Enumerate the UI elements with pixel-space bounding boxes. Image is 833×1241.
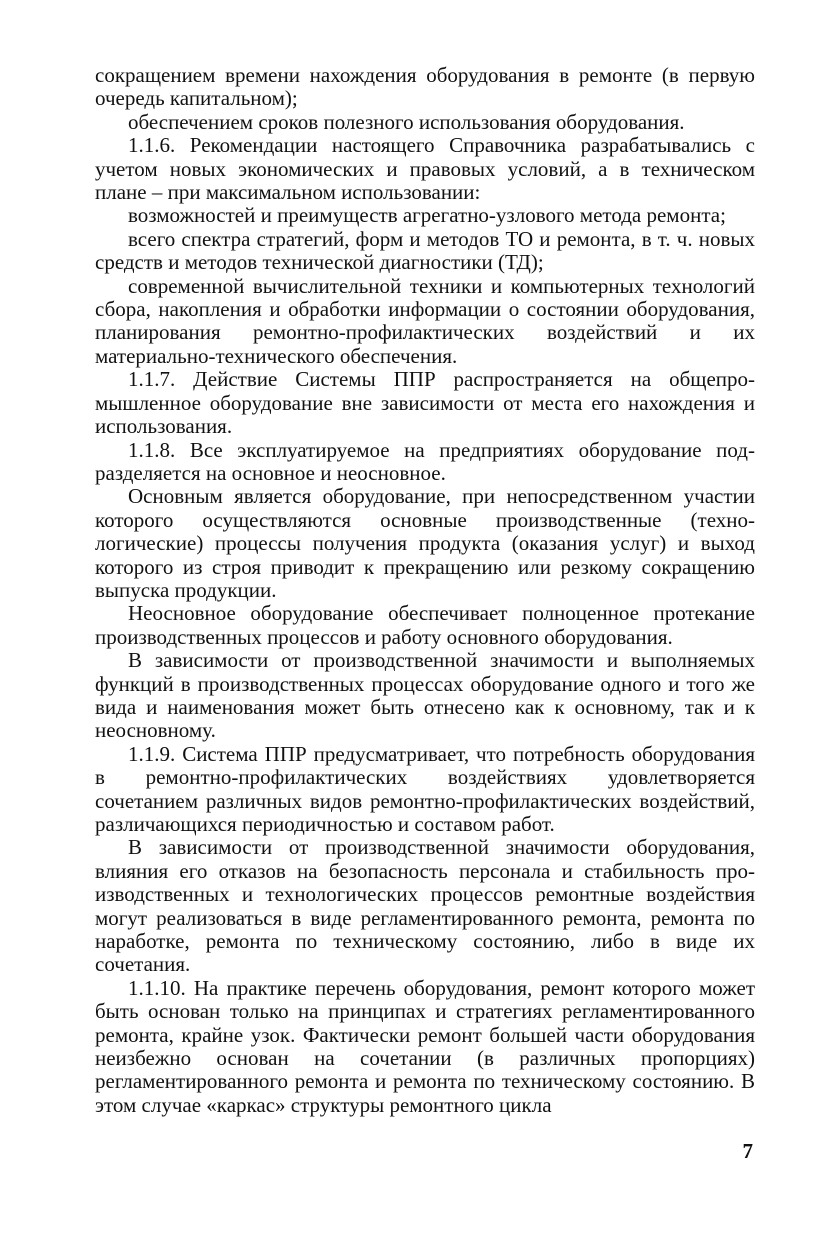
paragraph-1: сокращением времени нахождения оборудования в ремонте (в первую очередь капитальном);	[95, 63, 755, 111]
paragraph-11: В зависимости от производственной значимости и выполняемых функций в производственных процессах оборудование одного и того же вида и наименования может быть отнесено как к основному, так и к неосновному.	[95, 648, 755, 743]
paragraph-14: 1.1.10. На практике перечень оборудования, ремонт которого может быть основан только на принципах и стратегиях регламентированного ремонта, крайне узок. Фактически ремонт большей части оборудования неизбежно основан на сочетании (в различных пропорциях) регламентированного ремонта и ремонта по техническому состоянию. В этом случае «каркас» структуры ремонтного цикла	[95, 975, 755, 1117]
paragraph-2: обеспечением сроков полезного использования оборудования.	[128, 109, 685, 134]
paragraph-6: современной вычислительной техники и компьютерных технологий сбора, накопления и обработки информации о состоянии оборудования, планирования ремонтно-профилактических воздействий и их материально-технического обеспечения.	[95, 273, 755, 368]
paragraph-12: 1.1.9. Система ППР предусматривает, что потребность оборудования в ремонтно-профилактических воздействиях удовлетворяется сочетанием различных видов ремонтно-профилактических воздействий, различающихся периодичностью и составом работ.	[95, 741, 755, 836]
paragraph-4: возможностей и преимуществ агрегатно-узлового метода ремонта;	[128, 203, 726, 228]
paragraph-5: всего спектра стратегий, форм и методов ТО и ремонта, в т. ч. новых средств и методов технической диагностики (ТД);	[95, 226, 755, 275]
paragraph-9: Основным является оборудование, при непосредственном участии которого осуществляются основные производственные (технологические) процессы получения продукта (оказания услуг) и выход которого из строя приводит к прекращению или резкому сокращению выпуска продукции.	[95, 484, 755, 602]
paragraph-8: 1.1.8. Все эксплуатируемое на предприятиях оборудование подразделяется на основное и неосновное.	[95, 437, 755, 485]
paragraph-13: В зависимости от производственной значимости оборудования, влияния его отказов на безопасность персонала и стабильность производственных и технологических процессов ремонтные воздействия могут реализоваться в виде регламентированного ремонта, ремонта по наработке, ремонта по техническому состоянию, либо в виде их сочетания.	[95, 835, 755, 977]
page-number: 7	[742, 1139, 753, 1163]
paragraph-7: 1.1.7. Действие Системы ППР распространяется на общепромышленное оборудование вне зависимости от места его нахождения и использования.	[95, 367, 755, 439]
paragraph-10: Неосновное оборудование обеспечивает полноценное протекание производственных процессов и работу основного оборудования.	[95, 601, 755, 649]
paragraph-3: 1.1.6. Рекомендации настоящего Справочника разрабатывались с учетом новых экономических и правовых условий, а в техническом плане – при максимальном использовании:	[95, 133, 755, 205]
page-body	[95, 64, 755, 1117]
